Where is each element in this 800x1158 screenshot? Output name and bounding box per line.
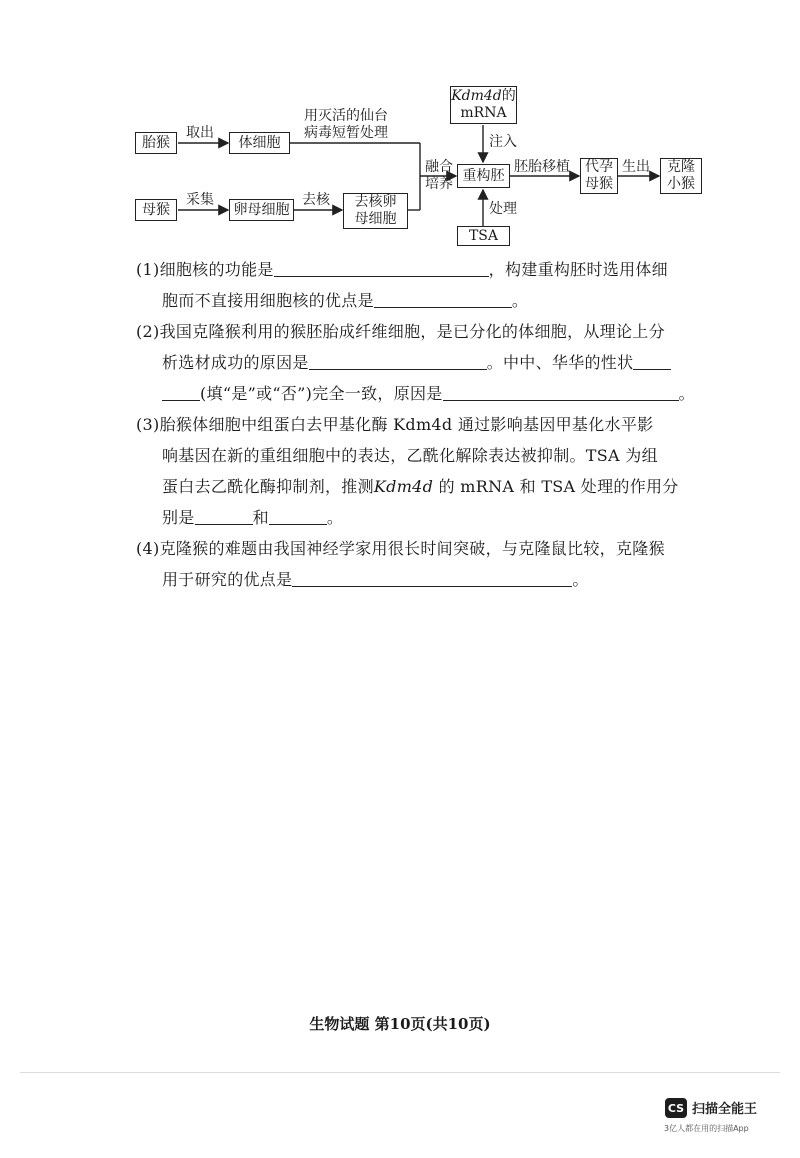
camscanner-logo-icon: CS (665, 1098, 687, 1118)
bottom-divider (20, 1072, 780, 1073)
question-1 (136, 254, 716, 316)
q1-text-d: 。 (511, 291, 529, 310)
q2-blank-2a[interactable] (633, 351, 671, 370)
q3-blank-2[interactable] (269, 506, 327, 525)
label-born: 生出 (622, 159, 650, 175)
box-surrogate-mother: 代孕 母猴 (580, 158, 618, 194)
label-collect: 采集 (186, 192, 214, 208)
q2-text-b: 析选材成功的原因是 (162, 353, 309, 372)
box-somatic-cell: 体细胞 (229, 132, 290, 154)
label-treat: 处理 (489, 201, 517, 217)
mrna-label: mRNA (460, 105, 507, 121)
box-reconstructed-embryo: 重构胚 (457, 164, 510, 188)
q2-blank-2b[interactable] (162, 382, 200, 401)
gene-suffix: 的 (501, 88, 516, 104)
label-virus-treatment: 用灭活的仙台 病毒短暂处理 (304, 108, 388, 141)
q4-blank-1[interactable] (292, 568, 572, 587)
scanner-tagline: 3亿人都在用的扫描App (664, 1124, 749, 1133)
q1-text-a: (1)细胞核的功能是 (136, 260, 274, 279)
q4-text-b: 用于研究的优点是 (162, 570, 293, 589)
box-oocyte: 卵母细胞 (229, 199, 294, 221)
question-4 (136, 533, 716, 595)
question-3 (136, 409, 716, 533)
scanner-app-name: 扫描全能王 (692, 1102, 758, 1117)
box-tsa: TSA (457, 226, 510, 246)
q3-text-e: 的 mRNA 和 TSA 处理的作用分 (433, 477, 679, 496)
q2-text-c: 。中中、华华的性状 (486, 353, 634, 372)
label-inject: 注入 (489, 134, 517, 150)
q4-text-a: (4)克隆猴的难题由我国神经学家用很长时间突破，与克隆鼠比较，克隆猴 (136, 539, 665, 558)
box-mother-monkey: 母猴 (135, 199, 177, 221)
q1-blank-2[interactable] (374, 289, 512, 308)
q2-blank-1[interactable] (309, 351, 487, 370)
q1-text-c: 胞而不直接用细胞核的优点是 (162, 291, 374, 310)
label-take-out: 取出 (186, 125, 214, 141)
q1-blank-1[interactable] (274, 258, 489, 277)
q3-text-f: 别是 (162, 508, 195, 527)
box-fetal-monkey: 胎猴 (135, 132, 177, 154)
box-cloned-monkey: 克隆 小猴 (660, 158, 702, 194)
q3-gene-name: Kdm4d (373, 477, 434, 496)
q3-text-c: 蛋白去乙酰化酶抑制剂，推测 (162, 477, 374, 496)
label-enucleate: 去核 (302, 192, 330, 208)
box-kdm4d-mrna (450, 86, 517, 124)
q2-blank-3[interactable] (443, 382, 679, 401)
gene-name: Kdm4d (451, 88, 502, 104)
label-fuse-culture: 融合 培养 (425, 159, 453, 192)
question-2 (136, 316, 716, 409)
q1-text-b: ，构建重构胚时选用体细 (488, 260, 668, 279)
q3-blank-1[interactable] (195, 506, 253, 525)
page-footer: 生物试题 第10页(共10页) (309, 1015, 491, 1033)
q2-text-a: (2)我国克隆猴利用的猴胚胎成纤维细胞，是已分化的体细胞，从理论上分 (136, 322, 665, 341)
q3-text-g: 和 (252, 508, 269, 527)
q3-text-h: 。 (326, 508, 344, 527)
q3-text-a: (3)胎猴体细胞中组蛋白去甲基化酶 Kdm4d 通过影响基因甲基化水平影 (136, 415, 654, 434)
q2-text-e: 。 (678, 384, 695, 403)
box-enucleated-oocyte: 去核卵 母细胞 (343, 193, 408, 229)
q2-text-d: (填“是”或“否”)完全一致，原因是 (200, 384, 443, 403)
q3-text-b: 响基因在新的重组细胞中的表达，乙酰化解除表达被抑制。TSA 为组 (162, 446, 658, 465)
label-embryo-transfer: 胚胎移植 (514, 159, 570, 175)
q4-text-c: 。 (572, 570, 589, 589)
